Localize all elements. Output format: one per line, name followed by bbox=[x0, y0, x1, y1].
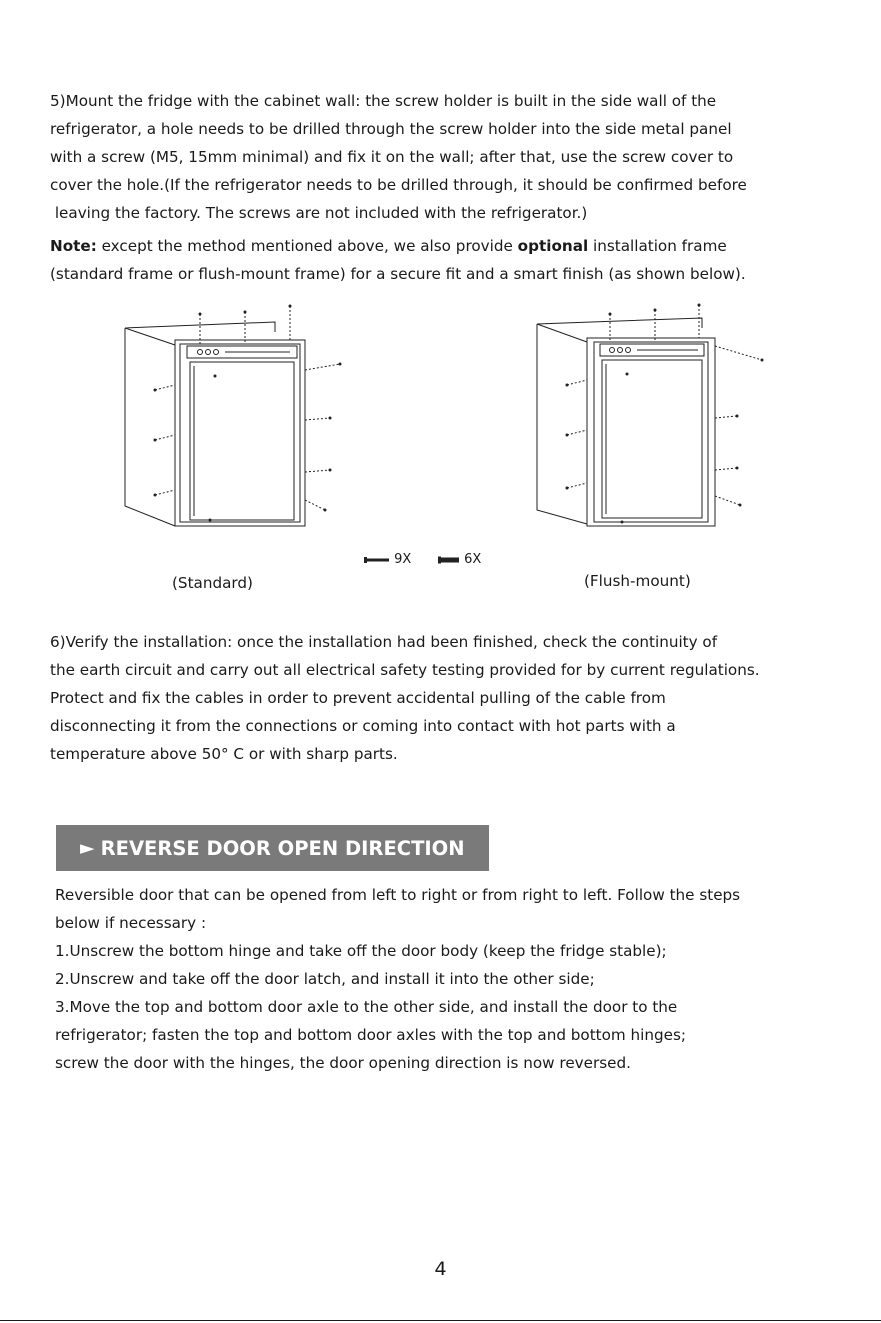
text-line: 2.Unscrew and take off the door latch, and install it into the other side; bbox=[55, 970, 595, 988]
text-line: the earth circuit and carry out all electrical safety testing provided for by current regulations. bbox=[50, 661, 760, 679]
standard-caption: (Standard) bbox=[172, 574, 253, 592]
long-screw-icon bbox=[364, 555, 390, 565]
step6-paragraph bbox=[50, 628, 840, 768]
text-line: 1.Unscrew the bottom hinge and take off the door body (keep the fridge stable); bbox=[55, 942, 667, 960]
bottom-divider bbox=[0, 1320, 881, 1321]
note-line bbox=[50, 232, 840, 260]
text-line: cover the hole.(If the refrigerator needs to be drilled through, it should be confirmed before bbox=[50, 176, 747, 194]
text-line: 6)Verify the installation: once the installation had been finished, check the continuity of bbox=[50, 633, 718, 651]
text-line: disconnecting it from the connections or coming into contact with hot parts with a bbox=[50, 717, 676, 735]
text-line: with a screw (M5, 15mm minimal) and fix it on the wall; after that, use the screw cover to bbox=[50, 148, 734, 166]
flush-mount-frame-illustration bbox=[522, 300, 772, 540]
text-line: Reversible door that can be opened from left to right or from right to left. Follow the steps bbox=[55, 886, 741, 904]
text-line: below if necessary : bbox=[55, 914, 207, 932]
short-screw-item bbox=[438, 552, 481, 567]
page-number: 4 bbox=[434, 1258, 447, 1280]
section-heading bbox=[56, 825, 489, 871]
note-optional: optional bbox=[517, 237, 589, 255]
note-text: except the method mentioned above, we also provide bbox=[96, 237, 518, 255]
reverse-door-paragraph bbox=[55, 881, 845, 1077]
note-label: Note: bbox=[50, 237, 97, 255]
note-line: (standard frame or flush-mount frame) for a secure fit and a smart finish (as shown below). bbox=[50, 265, 746, 283]
text-line: 5)Mount the fridge with the cabinet wall: the screw holder is built in the side wall of the bbox=[50, 92, 717, 110]
short-screw-count: 6X bbox=[464, 552, 482, 567]
text-line: leaving the factory. The screws are not included with the refrigerator.) bbox=[50, 204, 588, 222]
text-line: screw the door with the hinges, the door opening direction is now reversed. bbox=[55, 1054, 631, 1072]
text-line: refrigerator, a hole needs to be drilled through the screw holder into the side metal panel bbox=[50, 120, 732, 138]
step5-paragraph bbox=[50, 87, 840, 227]
long-screw-item bbox=[364, 552, 411, 567]
text-line: 3.Move the top and bottom door axle to the other side, and install the door to the bbox=[55, 998, 678, 1016]
standard-frame-illustration bbox=[115, 300, 355, 540]
short-screw-icon bbox=[438, 555, 460, 565]
text-line: refrigerator; fasten the top and bottom door axles with the top and bottom hinges; bbox=[55, 1026, 687, 1044]
section-title: REVERSE DOOR OPEN DIRECTION bbox=[100, 836, 465, 860]
long-screw-count: 9X bbox=[394, 552, 412, 567]
flush-mount-caption: (Flush-mount) bbox=[584, 572, 691, 590]
triangle-arrow-icon: ► bbox=[80, 837, 95, 859]
text-line: Protect and fix the cables in order to prevent accidental pulling of the cable from bbox=[50, 689, 666, 707]
note-paragraph bbox=[50, 232, 840, 288]
text-line: temperature above 50° C or with sharp parts. bbox=[50, 745, 398, 763]
note-text: installation frame bbox=[588, 237, 727, 255]
